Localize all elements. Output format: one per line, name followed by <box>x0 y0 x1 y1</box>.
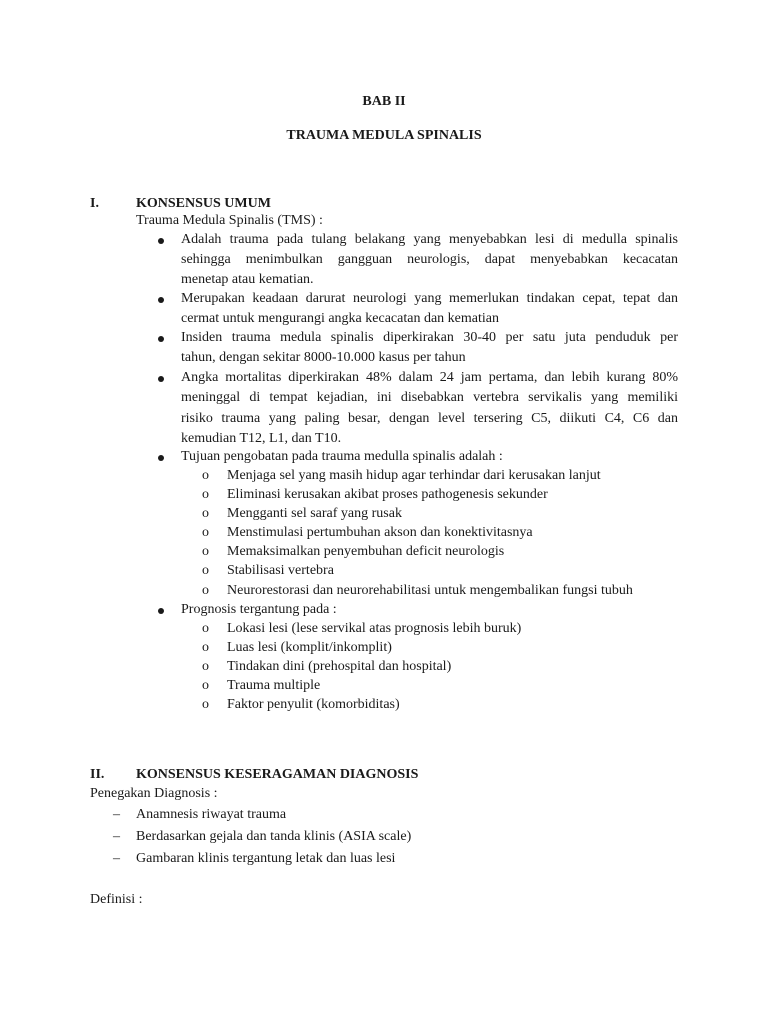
bullet-2-line-1: Merupakan keadaan darurat neurologi yang memerlukan tindakan cepat, tepat dan <box>181 291 678 306</box>
sub-bullet-icon: o <box>202 544 209 559</box>
sub-item: Tindakan dini (prehospital dan hospital) <box>227 659 452 674</box>
bullet-icon <box>158 297 164 303</box>
sub-bullet-icon: o <box>202 678 209 693</box>
sub-bullet-icon: o <box>202 506 209 521</box>
sub-item: Menjaga sel yang masih hidup agar terhindar dari kerusakan lanjut <box>227 468 601 483</box>
sub-item: Faktor penyulit (komorbiditas) <box>227 697 400 712</box>
section-1-title: KONSENSUS UMUM <box>136 196 271 211</box>
sub-item: Memaksimalkan penyembuhan deficit neurologis <box>227 544 505 559</box>
sub-bullet-icon: o <box>202 640 209 655</box>
sub-bullet-icon: o <box>202 583 209 598</box>
definisi-label: Definisi : <box>90 892 143 907</box>
section-1-number: I. <box>90 196 99 211</box>
sub-item: Menstimulasi pertumbuhan akson dan konektivitasnya <box>227 525 533 540</box>
dash-item: Berdasarkan gejala dan tanda klinis (ASIA scale) <box>136 829 412 844</box>
sub-item: Mengganti sel saraf yang rusak <box>227 506 402 521</box>
bullet-3-line-1: Insiden trauma medula spinalis diperkirakan 30-40 per satu juta penduduk per <box>181 330 678 345</box>
bullet-5-line-1: Tujuan pengobatan pada trauma medulla spinalis adalah : <box>181 449 503 464</box>
dash-item: Gambaran klinis tergantung letak dan luas lesi <box>136 851 396 866</box>
bullet-6-line-1: Prognosis tergantung pada : <box>181 602 337 617</box>
dash-item: Anamnesis riwayat trauma <box>136 807 287 822</box>
bullet-1-line-2: sehingga menimbulkan gangguan neurologis, dapat menyebabkan kecacatan <box>181 252 678 267</box>
bullet-1-line-3: menetap atau kematian. <box>181 272 314 287</box>
sub-item: Eliminasi kerusakan akibat proses pathogenesis sekunder <box>227 487 548 502</box>
section-1-intro: Trauma Medula Spinalis (TMS) : <box>136 213 323 228</box>
bullet-4-line-1: Angka mortalitas diperkirakan 48% dalam 24 jam pertama, dan lebih kurang 80% <box>181 370 678 385</box>
bullet-icon <box>158 608 164 614</box>
sub-bullet-icon: o <box>202 487 209 502</box>
sub-bullet-icon: o <box>202 621 209 636</box>
chapter-heading: BAB II <box>362 94 406 109</box>
sub-bullet-icon: o <box>202 563 209 578</box>
section-2-title: KONSENSUS KESERAGAMAN DIAGNOSIS <box>136 767 419 782</box>
bullet-4-line-3: risiko trauma yang paling besar, dengan level tersering C5, diikuti C4, C6 dan <box>181 411 678 426</box>
sub-item: Stabilisasi vertebra <box>227 563 334 578</box>
section-2-intro: Penegakan Diagnosis : <box>90 786 218 801</box>
section-2-number: II. <box>90 767 105 782</box>
sub-bullet-icon: o <box>202 468 209 483</box>
sub-bullet-icon: o <box>202 697 209 712</box>
bullet-icon <box>158 376 164 382</box>
dash-bullet-icon: – <box>113 807 120 822</box>
dash-bullet-icon: – <box>113 829 120 844</box>
bullet-4-line-2: meninggal di tempat kejadian, ini disebabkan vertebra servikalis yang memiliki <box>181 390 678 405</box>
chapter-title: TRAUMA MEDULA SPINALIS <box>286 128 482 143</box>
sub-item: Lokasi lesi (lese servikal atas prognosis lebih buruk) <box>227 621 522 636</box>
sub-bullet-icon: o <box>202 659 209 674</box>
sub-item: Trauma multiple <box>227 678 321 693</box>
sub-bullet-icon: o <box>202 525 209 540</box>
bullet-icon <box>158 336 164 342</box>
bullet-icon <box>158 455 164 461</box>
sub-item: Luas lesi (komplit/inkomplit) <box>227 640 392 655</box>
bullet-4-line-4: kemudian T12, L1, dan T10. <box>181 431 342 446</box>
bullet-2-line-2: cermat untuk mengurangi angka kecacatan dan kematian <box>181 311 499 326</box>
bullet-icon <box>158 238 164 244</box>
dash-bullet-icon: – <box>113 851 120 866</box>
bullet-1-line-1: Adalah trauma pada tulang belakang yang menyebabkan lesi di medulla spinalis <box>181 232 678 247</box>
sub-item: Neurorestorasi dan neurorehabilitasi untuk mengembalikan fungsi tubuh <box>227 583 633 598</box>
bullet-3-line-2: tahun, dengan sekitar 8000-10.000 kasus per tahun <box>181 350 466 365</box>
